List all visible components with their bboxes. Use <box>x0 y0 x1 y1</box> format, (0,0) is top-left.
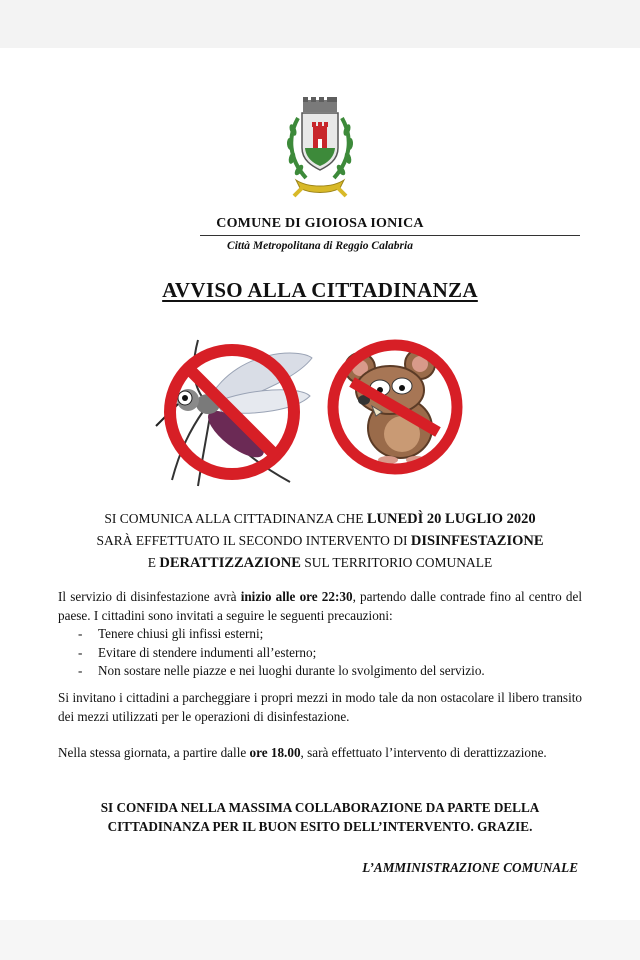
headline-line-1: SI COMUNICA ALLA CITTADINANZA CHE LUNEDÌ 20 LUGLIO 2020 <box>104 511 536 527</box>
no-mosquito-icon <box>150 330 318 490</box>
headline-line-2: SARÀ EFFETTUATO IL SECONDO INTERVENTO DI DISINFESTAZIONE <box>96 533 544 549</box>
list-item: - Non sostare nelle piazze e nei luoghi durante lo svolgimento del servizio. <box>78 662 588 681</box>
no-rat-icon <box>320 332 470 482</box>
organization-subtitle: Città Metropolitana di Reggio Calabria <box>227 240 413 252</box>
signature: L’AMMINISTRAZIONE COMUNALE <box>362 860 578 875</box>
precautions-list <box>78 625 588 681</box>
headline-line-3: E DERATTIZZAZIONE SUL TERRITORIO COMUNALE <box>147 555 493 571</box>
paragraph-service-start: Il servizio di disinfestazione avrà inizio alle ore 22:30, partendo dalle contrade fino al centro del paese. I cittadini sono invitati a seguire le seguenti precauzioni: <box>58 589 582 623</box>
bottom-band <box>0 920 640 960</box>
list-item: - Evitare di stendere indumenti all’esterno; <box>78 644 588 663</box>
top-band <box>0 0 640 48</box>
paragraph-rat-control: Nella stessa giornata, a partire dalle ore 18.00, sarà effettuato l’intervento di derattizzazione. <box>58 745 547 760</box>
municipal-crest-icon <box>284 96 356 198</box>
event-date: LUNEDÌ 20 LUGLIO 2020 <box>366 511 536 527</box>
closing-statement: SI CONFIDA NELLA MASSIMA COLLABORAZIONE DA PARTE DELLA CITTADINANZA PER IL BUON ESITO DELL’INTERVENTO. GRAZIE. <box>100 800 540 834</box>
header-divider <box>200 235 580 236</box>
organization-name: COMUNE DI GIOIOSA IONICA <box>216 216 424 231</box>
announcement-headline <box>40 508 600 574</box>
notice-title: AVVISO ALLA CITTADINANZA <box>162 278 478 302</box>
list-item: - Tenere chiusi gli infissi esterni; <box>78 625 588 644</box>
paragraph-parking: Si invitano i cittadini a parcheggiare i propri mezzi in modo tale da non ostacolare il libero transito dei mezzi utilizzati per le operazioni di disinfestazione. <box>58 690 582 724</box>
